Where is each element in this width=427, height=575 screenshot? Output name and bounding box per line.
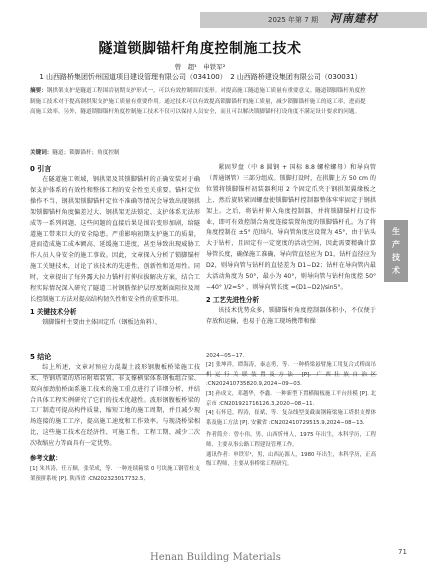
keywords <box>30 148 370 156</box>
side-tab-char: 生 <box>392 227 400 236</box>
right-column <box>206 163 376 470</box>
abstract-label: 摘要： <box>30 88 47 94</box>
affiliations: 1 山西路桥集团忻州国道项目建设管理有限公司（034100） 2 山西路桥建设集团有限公司（030031） <box>39 73 362 81</box>
section-1-title: 1 关键技术分析 <box>30 307 77 316</box>
right-paragraph: 紧固罗盘（中 8 圆钢 + 国标 8.8 螺栓螺母）和导向管（普通钢管）三部分组成。锁脚打设时，在拱脚上方 50 cm 的位置将锁脚锚杆初装器利用 2 个固定爪夹于钢拱架翼缘板之上，然后旋转紧固螺盘使锁脚锚杆控制器整体牢牢固定于钢拱架上。之后，将钻杆伸入角度控制器，并将锁脚锚杆打设作业，即可有效控制合角度连接装置角度的锁脚锚杆孔。为了将角度控制在 ±5° 范围内，导向管角度应设置为 45°，由于钻头大于钻杆，且固定有一定宽度的活动空间，因此需要精确计算导管长度，确保施工准确，导向管直径应为 D1，钻杆直径应为 D2，则导向管与钻杆的直径差为 D1−D2；钻杆在导向管内最大活动角度为 50°，最小为 40°，则导向管与钻杆角度控 50° −40° )/2=5° ，则导向管长度 =(D1−D2)/sin5°。 <box>206 164 376 291</box>
reference-4: [4] 石怀廷，程涛，崔斌，等．复杂线型变截面钢箱梁施工塔拱支撑体系及施工方法 [P]. 安徽省 :CN202410729515.9,2024−08−13. <box>206 410 376 426</box>
section-0-paragraph: 在隧道施工领域，钢拱架及其锁脚锚杆的正确安装对于确保支护体系的有效性和整体工程的安全性至关重要。锚杆定位操作不当、钢拱架锁脚锚杆定位不准确等情况会导致出现钢拱架锁脚锚杆角度偏差过大、钢拱架无法锁定、支护体系无法形成等一系列问题，这些问题的直接后果是围岩变形加剧，给隧道施工带来巨大的安全隐患。严重影响初期支护施工的质量，进而造成施工成本额高、延缓施工进度，甚至导致出现威胁工作人员人身安全的施工事故。因此，文章探入分析了锁脚锚杆施工关键技术，讨论了该技术的先进性、创新性和适用性。同时，文章提出了每外露大拉力锚杆打伸拉拔解决方案，结合工程实际情况深入研究了隧道二衬钢筋保护层厚度断面阻位及周长控制施工方法对提高结构韧久性和安全性的重要作用。 <box>30 176 200 303</box>
journal-name: 河南建材 <box>330 12 378 25</box>
side-tab-char: 技 <box>392 253 400 262</box>
reference-1-continued: 2024−05−17. <box>206 352 245 359</box>
reference-1: [1] 朱其涛，任万顺，张荣成，等．一种连续箱梁 0 号块施工钢管柱支架预拼系统 [P]. 陕西省 :CN202323017732.5, <box>30 466 200 482</box>
corresponding-author-note: 通讯作者：申铁军¹，男，山西沁源人，1980 年出生，本科学历，正高级工程师，主要从事桥梁工程研究。 <box>206 451 376 468</box>
page-footer <box>0 546 427 575</box>
left-column <box>30 163 200 484</box>
author-note: 作者简介：曾小伟，男，山西忻州人，1975 年出生，本科学历，工程师，主要从事公路工程建设管理工作。 <box>206 432 376 449</box>
page-number: 71 <box>398 548 407 556</box>
section-0-title: 0 引言 <box>30 165 52 173</box>
side-tab-char: 术 <box>392 266 400 275</box>
article-title: 隧道锁脚锚杆角度控制施工技术 <box>98 41 302 57</box>
keywords-label: 关键词： <box>30 150 53 156</box>
reference-3: [3] 孙成文，邓越华，李鑫．一种新型下置横隔板施工平台挂模 [P]. 北京市 :CN201921716126.3,2020−08−11. <box>206 391 376 407</box>
section-2-title: 2 工艺先进性分析 <box>206 295 260 304</box>
section-5-title: 5 结论 <box>30 352 52 361</box>
references-title: 参考文献： <box>30 455 62 463</box>
reference-2: [2] 张坤祥，谭海涛，秦志勇，等．一种桥梁悬臂施工用复合式桥面吊机运行关联装置及方法 [P]. 广西壮族自治区 :CN202410735820.9,2024−09−03. <box>206 362 376 388</box>
abstract-text: 钢拱架支护是隧道工程围岩初期支护形式一，可以有效控制围岩变形。对提高施工隧道施工质量有重要意义。隧道锁脚锚杆角度控制施工技术对于提高钢拱架支护施工质量有重要作用。通过技术可以有效提高锁脚锚杆的施工质量，减少锁脚锚杆施工的返工率，进而提高施工效率。另外，隧道锁脚锚杆角度控制施工技术不仅可以保持人员安全，而且可以解决锁脚锚杆打设角度不满足设计要求的问题。 <box>30 88 366 115</box>
page-header <box>0 0 427 30</box>
issue-label: 2025 年第 7 期 <box>268 16 318 24</box>
side-tab-char: 产 <box>392 240 400 249</box>
section-5-paragraph: 综上所述，文章对预应力混凝土波形钢腹板桥梁施工技术、型钢塔架的塔吊附墙装置、非支撑横梁体系钢板组合梁、双向加劲肋桥面系施工技术的施工重点进行了详细分析，并结合具体工程实例研究了它们的技术优越性。波形钢腹板桥梁的工厂制造可提高构件质量，缩短工地的施工周期，并且减少现场连接的施工工序，提高施工速度和工作效率。与现浇桥梁相比，这些施工技术在经济性、可施工性、工程工期、减少二次次收缩应力等面具有一定优势。 <box>30 363 200 448</box>
authors: 曾 超¹ 申铁军² <box>174 63 226 71</box>
footer-journal-name: Henan Building Materials <box>150 552 281 563</box>
section-1-paragraph: 锁脚锚杆主要由主体固定爪（钢板边角料）、 <box>42 318 162 326</box>
abstract <box>30 86 370 118</box>
section-2-paragraph: 该技术优势众多，锁脚锚杆角度控制器体积小，不仅便于存放和运输，也易于在施工现场携带和操 <box>206 306 376 325</box>
keywords-text: 隧道；锁脚锚杆；角度控制 <box>52 150 120 156</box>
section-side-tab <box>384 220 408 282</box>
